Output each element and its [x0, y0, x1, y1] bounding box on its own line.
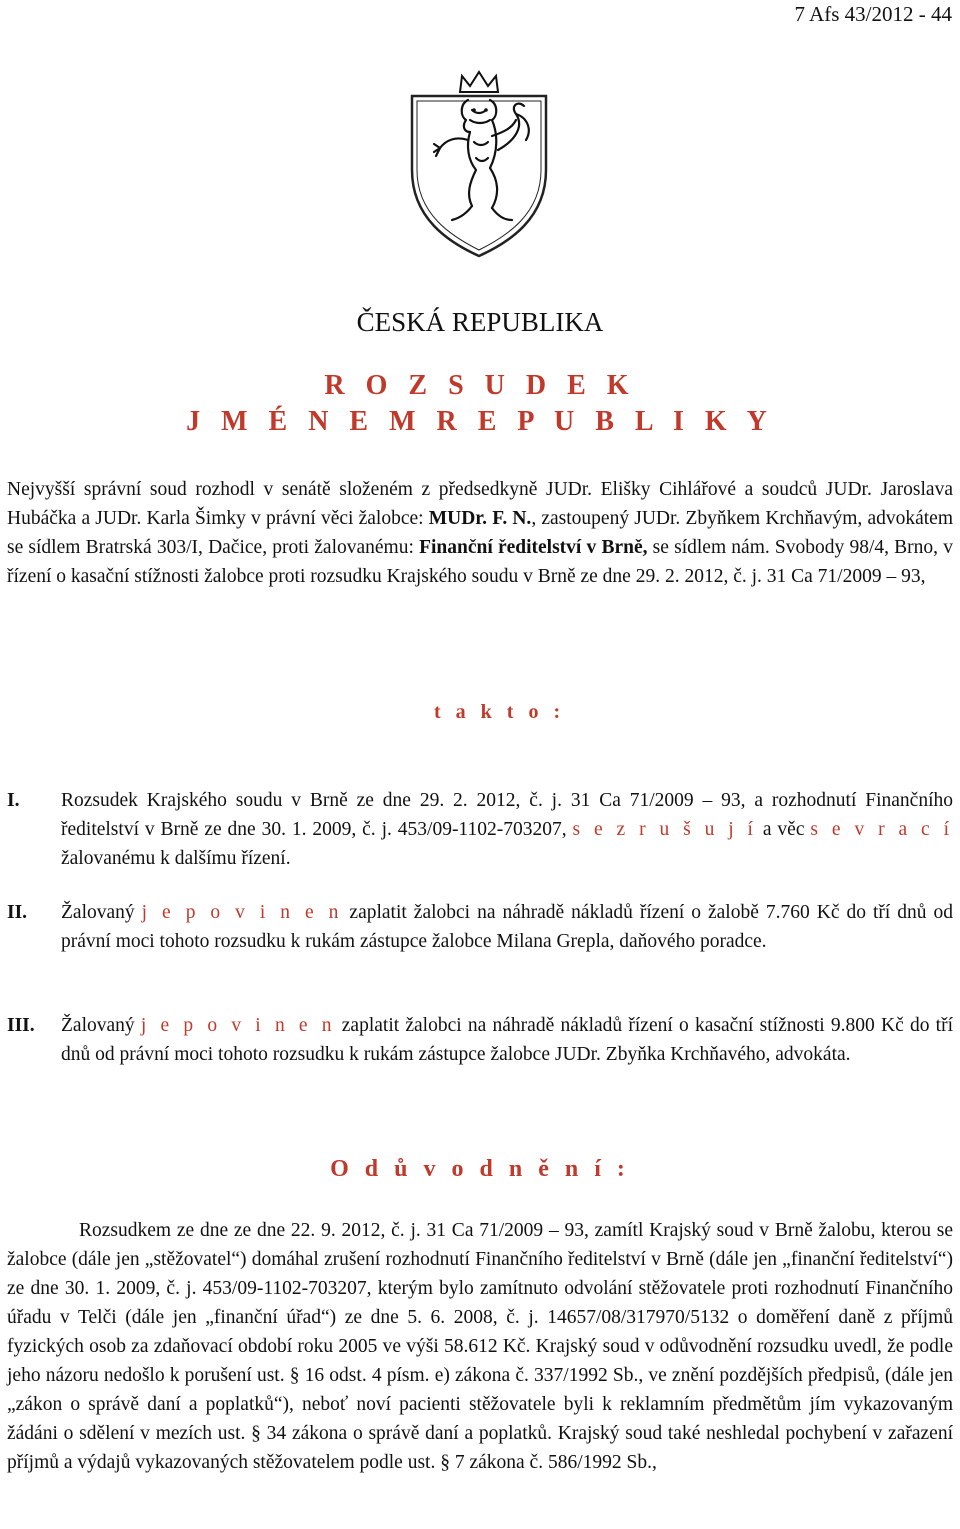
- item-text-part: zaplatit žalobci na náhradě nákladů řízení o žalobě 7.760 Kč do tří dnů od právní moci tohoto rozsudku k rukám zástupce žalobce Milana Grepla, daňového poradce.: [61, 902, 953, 952]
- emphasis-obliged: j e p o v i n e n: [140, 1015, 336, 1036]
- intro-paragraph: [7, 475, 953, 591]
- item-number: II.: [7, 902, 28, 923]
- verdict-subtitle: J M É N E M R E P U B L I K Y: [186, 406, 774, 437]
- intro-text-3: se sídlem nám. Svobody 98/4, Brno, v řízení o kasační stížnosti žalobce proti rozsudku Krajského soudu v Brně ze dne 29. 2. 2012, č. j. 31 Ca 71/2009 – 93,: [7, 537, 953, 587]
- plaintiff-name: MUDr. F. N.: [428, 508, 532, 529]
- emphasis-annul: s e z r u š u j í: [572, 819, 757, 840]
- reasoning-paragraph: Rozsudkem ze dne ze dne 22. 9. 2012, č. j. 31 Ca 71/2009 – 93, zamítl Krajský soud v Brně žalobu, kterou se žalobce (dále jen „stěžovatel“) domáhal zrušení rozhodnutí Finančního ředitelství v Brně (dále jen „finanční ředitelství“) ze dne 30. 1. 2009, č. j. 453/09-1102-703207, kterým bylo zamítnuto odvolání stěžovatele proti rozhodnutí Finančního úřadu v Telči (dále jen „finanční úřad“) ze dne 5. 6. 2008, č. j. 14657/08/317970/5132 o doměření daně z příjmů fyzických osob za zdaňovací období roku 2005 ve výši 58.612 Kč. Krajský soud v odůvodnění rozsudku uvedl, že podle jeho názoru nedošlo k porušení ust. § 16 odst. 4 písm. e) zákona č. 337/1992 Sb., ve znění pozdějších předpisů, (dále jen „zákon o správě daní a poplatků“), neboť noví pacienti stěžovatele byli k reklamním předmětům jím vykazovaným žádáni o sdělení v mezích ust. § 34 zákona o správě daní a poplatků. Krajský soud také neshledal pochybení v zařazení příjmů a výdajů vykazovaných stěžovatelem podle ust. § 7 zákona č. 586/1992 Sb.,: [7, 1220, 953, 1473]
- item-text-part: žalovanému k dalšímu řízení.: [61, 848, 291, 869]
- item-text-part: Žalovaný: [61, 902, 142, 923]
- defendant-name: Finanční ředitelství v Brně,: [419, 537, 648, 558]
- item-text-part: Rozsudek Krajského soudu v Brně ze dne 29. 2. 2012, č. j. 31 Ca 71/2009 – 93, a rozhodnutí Finančního ředitelství v Brně ze dne 30. 1. 2009, č. j. 453/09-1102-703207,: [61, 790, 953, 840]
- emphasis-return: s e v r a c í: [810, 819, 954, 840]
- item-number: I.: [7, 790, 20, 811]
- case-number: 7 Afs 43/2012 - 44: [794, 2, 952, 26]
- item-text: [61, 1011, 953, 1069]
- verdict-title: R O Z S U D E K: [324, 370, 636, 401]
- item-number: III.: [7, 1015, 35, 1036]
- verdict-item-3: [7, 1011, 953, 1069]
- item-text-part: zaplatit žalobci na náhradě nákladů řízení o kasační stížnosti 9.800 Kč do tří dnů od právní moci tohoto rozsudku k rukám zástupce žalobce JUDr. Zbyňka Krchňavého, advokáta.: [61, 1015, 954, 1065]
- reasoning-heading: O d ů v o d n ě n í :: [330, 1156, 630, 1182]
- verdict-item-2: [7, 898, 953, 956]
- country-heading: ČESKÁ REPUBLIKA: [356, 307, 604, 337]
- item-text-part: a věc: [756, 819, 811, 840]
- item-text: [61, 786, 953, 873]
- state-emblem-icon: [406, 70, 552, 260]
- takto-heading: t a k t o :: [434, 701, 566, 723]
- emphasis-obliged: j e p o v i n e n: [141, 902, 343, 923]
- item-text: [61, 898, 953, 956]
- verdict-item-1: [7, 786, 953, 873]
- intro-text-1: Nejvyšší správní soud rozhodl v senátě složeném z předsedkyně JUDr. Elišky Cihlářové a soudců JUDr. Jaroslava Hubáčka a JUDr. Karla Šimky v právní věci žalobce:: [7, 479, 953, 529]
- item-text-part: Žalovaný: [61, 1015, 141, 1036]
- intro-text-2: , zastoupený JUDr. Zbyňkem Krchňavým, advokátem se sídlem Bratrská 303/I, Dačice, proti žalovanému:: [7, 508, 953, 558]
